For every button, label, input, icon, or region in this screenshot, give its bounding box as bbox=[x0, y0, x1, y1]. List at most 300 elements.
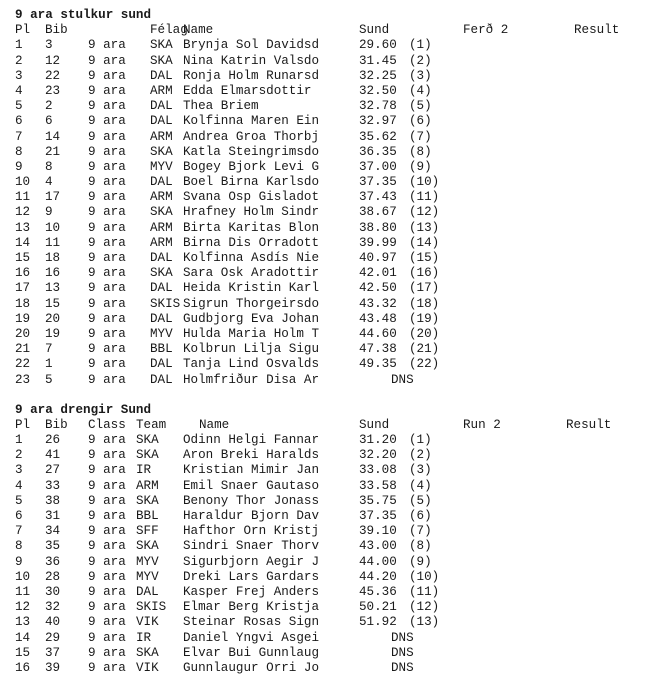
name-cell: Kristian Mimir Jan bbox=[183, 463, 320, 478]
time-cell: 32.25 bbox=[359, 68, 397, 83]
team-cell: SKA bbox=[150, 205, 173, 220]
header-sund: Sund bbox=[359, 417, 390, 432]
team-cell: ARM bbox=[150, 220, 173, 235]
place-cell: 1 bbox=[15, 38, 23, 53]
table-row bbox=[15, 99, 640, 114]
bib-cell: 9 bbox=[45, 205, 53, 220]
bib-cell: 21 bbox=[45, 144, 61, 159]
bib-cell: 40 bbox=[45, 615, 61, 630]
place-cell: 2 bbox=[15, 53, 23, 68]
time-cell: 50.21 bbox=[359, 600, 397, 615]
team-cell: DAL bbox=[150, 311, 173, 326]
rank-cell: (2) bbox=[409, 53, 432, 68]
rank-cell: (5) bbox=[409, 99, 432, 114]
header-pl: Pl bbox=[15, 23, 31, 38]
place-cell: 18 bbox=[15, 296, 31, 311]
table-row bbox=[15, 463, 640, 478]
time-cell: 32.97 bbox=[359, 114, 397, 129]
team-cell: SKA bbox=[136, 493, 159, 508]
place-cell: 3 bbox=[15, 463, 23, 478]
status-cell: DNS bbox=[391, 630, 414, 645]
rank-cell: (1) bbox=[409, 38, 432, 53]
table-row bbox=[15, 251, 640, 266]
table-row bbox=[15, 114, 640, 129]
team-cell: IR bbox=[136, 630, 152, 645]
table-row bbox=[15, 69, 640, 84]
place-cell: 5 bbox=[15, 493, 23, 508]
place-cell: 10 bbox=[15, 569, 31, 584]
table-row bbox=[15, 38, 640, 53]
name-cell: Ronja Holm Runarsd bbox=[183, 68, 320, 83]
place-cell: 4 bbox=[15, 478, 23, 493]
girls-section-title: 9 ara stulkur sund bbox=[15, 8, 152, 22]
team-cell: BBL bbox=[150, 342, 173, 357]
place-cell: 14 bbox=[15, 630, 31, 645]
name-cell: Odinn Helgi Fannar bbox=[183, 433, 320, 448]
name-cell: Hulda Maria Holm T bbox=[183, 326, 320, 341]
table-row bbox=[15, 570, 640, 585]
team-cell: ARM bbox=[136, 478, 159, 493]
place-cell: 21 bbox=[15, 342, 31, 357]
table-row bbox=[15, 145, 640, 160]
rank-cell: (8) bbox=[409, 144, 432, 159]
table-row bbox=[15, 600, 640, 615]
rank-cell: (4) bbox=[409, 478, 432, 493]
rank-cell: (8) bbox=[409, 539, 432, 554]
name-cell: Boel Birna Karlsdo bbox=[183, 175, 320, 190]
name-cell: Steinar Rosas Sign bbox=[183, 615, 320, 630]
boys-section-title: 9 ara drengir Sund bbox=[15, 402, 152, 417]
section-gap bbox=[15, 388, 640, 403]
class-cell: 9 ara bbox=[88, 342, 126, 357]
time-cell: 37.35 bbox=[359, 175, 397, 190]
bib-cell: 17 bbox=[45, 190, 61, 205]
class-cell: 9 ara bbox=[88, 539, 126, 554]
class-cell: 9 ara bbox=[88, 478, 126, 493]
time-cell: 33.08 bbox=[359, 463, 397, 478]
team-cell: MYV bbox=[136, 554, 159, 569]
table-row bbox=[15, 661, 640, 676]
table-row bbox=[15, 130, 640, 145]
time-cell: 44.20 bbox=[359, 569, 397, 584]
rank-cell: (7) bbox=[409, 129, 432, 144]
class-cell: 9 ara bbox=[88, 99, 126, 114]
name-cell: Svana Osp Gisladot bbox=[183, 190, 320, 205]
time-cell: 35.62 bbox=[359, 129, 397, 144]
rank-cell: (19) bbox=[409, 311, 440, 326]
bib-cell: 1 bbox=[45, 357, 53, 372]
bib-cell: 20 bbox=[45, 311, 61, 326]
team-cell: SKIS bbox=[150, 296, 181, 311]
table-row bbox=[15, 373, 640, 388]
time-cell: 42.01 bbox=[359, 266, 397, 281]
class-cell: 9 ara bbox=[88, 205, 126, 220]
class-cell: 9 ara bbox=[88, 114, 126, 129]
time-cell: 45.36 bbox=[359, 584, 397, 599]
bib-cell: 22 bbox=[45, 68, 61, 83]
bib-cell: 13 bbox=[45, 281, 61, 296]
rank-cell: (6) bbox=[409, 114, 432, 129]
bib-cell: 2 bbox=[45, 99, 53, 114]
class-cell: 9 ara bbox=[88, 53, 126, 68]
rank-cell: (5) bbox=[409, 493, 432, 508]
rank-cell: (3) bbox=[409, 68, 432, 83]
class-cell: 9 ara bbox=[88, 433, 126, 448]
team-cell: DAL bbox=[136, 584, 159, 599]
class-cell: 9 ara bbox=[88, 615, 126, 630]
time-cell: 31.45 bbox=[359, 53, 397, 68]
time-cell: 40.97 bbox=[359, 251, 397, 265]
class-cell: 9 ara bbox=[88, 554, 126, 569]
header-run2: Run 2 bbox=[463, 417, 501, 432]
rank-cell: (13) bbox=[409, 615, 440, 630]
place-cell: 10 bbox=[15, 175, 31, 190]
time-cell: 32.50 bbox=[359, 83, 397, 98]
rank-cell: (14) bbox=[409, 235, 440, 250]
header-sund: Sund bbox=[359, 23, 390, 38]
table-row bbox=[15, 190, 640, 205]
bib-cell: 26 bbox=[45, 433, 61, 448]
team-cell: DAL bbox=[150, 175, 173, 190]
bib-cell: 14 bbox=[45, 129, 61, 144]
rank-cell: (2) bbox=[409, 448, 432, 463]
rank-cell: (9) bbox=[409, 159, 432, 174]
table-row bbox=[15, 221, 640, 236]
class-cell: 9 ara bbox=[88, 175, 126, 190]
place-cell: 17 bbox=[15, 281, 31, 296]
class-cell: 9 ara bbox=[88, 645, 126, 660]
name-cell: Brynja Sol Davidsd bbox=[183, 38, 320, 53]
place-cell: 8 bbox=[15, 539, 23, 554]
table-row bbox=[15, 646, 640, 661]
rank-cell: (13) bbox=[409, 220, 440, 235]
name-cell: Kolfinna Maren Ein bbox=[183, 114, 320, 129]
name-cell: Benony Thor Jonass bbox=[183, 493, 320, 508]
place-cell: 8 bbox=[15, 144, 23, 159]
time-cell: 47.38 bbox=[359, 342, 397, 357]
team-cell: BBL bbox=[136, 509, 159, 523]
name-cell: Edda Elmarsdottir bbox=[183, 83, 312, 98]
table-row bbox=[15, 555, 640, 570]
table-row bbox=[15, 160, 640, 175]
table-row bbox=[15, 297, 640, 312]
time-cell: 33.58 bbox=[359, 478, 397, 493]
team-cell: SKA bbox=[150, 53, 173, 68]
name-cell: Bogey Bjork Levi G bbox=[183, 159, 320, 174]
rank-cell: (11) bbox=[409, 584, 440, 599]
rank-cell: (12) bbox=[409, 205, 440, 220]
class-cell: 9 ara bbox=[88, 569, 126, 584]
team-cell: DAL bbox=[150, 114, 173, 129]
name-cell: Hafthor Orn Kristj bbox=[183, 524, 320, 539]
place-cell: 13 bbox=[15, 615, 31, 630]
time-cell: 39.10 bbox=[359, 524, 397, 539]
name-cell: Kasper Frej Anders bbox=[183, 584, 320, 599]
place-cell: 12 bbox=[15, 600, 31, 615]
table-row bbox=[15, 494, 640, 509]
header-pl: Pl bbox=[15, 417, 31, 432]
bib-cell: 4 bbox=[45, 175, 53, 190]
time-cell: 32.78 bbox=[359, 99, 397, 114]
table-row bbox=[15, 175, 640, 190]
team-cell: SFF bbox=[136, 524, 159, 539]
table-row bbox=[15, 327, 640, 342]
rank-cell: (3) bbox=[409, 463, 432, 478]
class-cell: 9 ara bbox=[88, 600, 126, 615]
rank-cell: (6) bbox=[409, 509, 432, 523]
time-cell: 36.35 bbox=[359, 144, 397, 159]
place-cell: 15 bbox=[15, 645, 31, 660]
class-cell: 9 ara bbox=[88, 493, 126, 508]
place-cell: 9 bbox=[15, 159, 23, 174]
time-cell: 44.00 bbox=[359, 554, 397, 569]
rank-cell: (12) bbox=[409, 600, 440, 615]
place-cell: 23 bbox=[15, 372, 31, 387]
rank-cell: (15) bbox=[409, 251, 440, 265]
time-cell: 39.99 bbox=[359, 235, 397, 250]
table-row bbox=[15, 524, 640, 539]
header-run2: Ferð 2 bbox=[463, 23, 509, 38]
team-cell: VIK bbox=[136, 615, 159, 630]
class-cell: 9 ara bbox=[88, 357, 126, 372]
team-cell: ARM bbox=[150, 129, 173, 144]
table-row bbox=[15, 236, 640, 251]
header-name: Name bbox=[199, 417, 230, 432]
class-cell: 9 ara bbox=[88, 68, 126, 83]
time-cell: 31.20 bbox=[359, 433, 397, 448]
time-cell: 35.75 bbox=[359, 493, 397, 508]
name-cell: Daniel Yngvi Asgei bbox=[183, 630, 320, 645]
team-cell: ARM bbox=[150, 190, 173, 205]
header-class: Class bbox=[88, 417, 126, 432]
name-cell: Thea Briem bbox=[183, 99, 259, 114]
name-cell: Kolbrun Lilja Sigu bbox=[183, 342, 320, 357]
team-cell: ARM bbox=[150, 235, 173, 250]
place-cell: 3 bbox=[15, 68, 23, 83]
bib-cell: 16 bbox=[45, 266, 61, 281]
team-cell: DAL bbox=[150, 281, 173, 296]
name-cell: Hrafney Holm Sindr bbox=[183, 205, 320, 220]
bib-cell: 27 bbox=[45, 463, 61, 478]
bib-cell: 38 bbox=[45, 493, 61, 508]
place-cell: 19 bbox=[15, 311, 31, 326]
class-cell: 9 ara bbox=[88, 129, 126, 144]
rank-cell: (11) bbox=[409, 190, 440, 205]
bib-cell: 30 bbox=[45, 584, 61, 599]
class-cell: 9 ara bbox=[88, 266, 126, 281]
name-cell: Katla Steingrimsdo bbox=[183, 144, 320, 159]
header-result: Result bbox=[574, 23, 620, 38]
bib-cell: 31 bbox=[45, 509, 61, 523]
table-row bbox=[15, 615, 640, 630]
rank-cell: (20) bbox=[409, 326, 440, 341]
team-cell: ARM bbox=[150, 83, 173, 98]
name-cell: Andrea Groa Thorbj bbox=[183, 129, 320, 144]
time-cell: 37.00 bbox=[359, 159, 397, 174]
team-cell: IR bbox=[136, 463, 152, 478]
bib-cell: 34 bbox=[45, 524, 61, 539]
class-cell: 9 ara bbox=[88, 235, 126, 250]
boys-header-row bbox=[15, 418, 640, 433]
bib-cell: 37 bbox=[45, 645, 61, 660]
time-cell: 44.60 bbox=[359, 326, 397, 341]
team-cell: DAL bbox=[150, 99, 173, 114]
table-row bbox=[15, 266, 640, 281]
class-cell: 9 ara bbox=[88, 524, 126, 539]
class-cell: 9 ara bbox=[88, 38, 126, 53]
time-cell: 42.50 bbox=[359, 281, 397, 296]
team-cell: DAL bbox=[150, 68, 173, 83]
bib-cell: 32 bbox=[45, 600, 61, 615]
bib-cell: 39 bbox=[45, 660, 61, 675]
girls-header-row bbox=[15, 23, 640, 38]
bib-cell: 10 bbox=[45, 220, 61, 235]
place-cell: 6 bbox=[15, 114, 23, 129]
rank-cell: (18) bbox=[409, 296, 440, 311]
place-cell: 1 bbox=[15, 433, 23, 448]
place-cell: 9 bbox=[15, 554, 23, 569]
rank-cell: (10) bbox=[409, 569, 440, 584]
team-cell: DAL bbox=[150, 357, 173, 372]
class-cell: 9 ara bbox=[88, 372, 126, 387]
rank-cell: (17) bbox=[409, 281, 440, 296]
table-row bbox=[15, 357, 640, 372]
time-cell: 49.35 bbox=[359, 357, 397, 372]
bib-cell: 7 bbox=[45, 342, 53, 357]
bib-cell: 11 bbox=[45, 235, 61, 250]
header-team: Félag bbox=[150, 23, 188, 38]
place-cell: 6 bbox=[15, 509, 23, 523]
bib-cell: 41 bbox=[45, 448, 61, 463]
time-cell: 37.43 bbox=[359, 190, 397, 205]
name-cell: Tanja Lind Osvalds bbox=[183, 357, 320, 372]
place-cell: 20 bbox=[15, 326, 31, 341]
class-cell: 9 ara bbox=[88, 220, 126, 235]
bib-cell: 28 bbox=[45, 569, 61, 584]
bib-cell: 6 bbox=[45, 114, 53, 129]
place-cell: 16 bbox=[15, 660, 31, 675]
team-cell: DAL bbox=[150, 372, 173, 387]
name-cell: Holmfriður Disa Ar bbox=[183, 372, 320, 387]
name-cell: Gudbjorg Eva Johan bbox=[183, 311, 320, 326]
place-cell: 14 bbox=[15, 235, 31, 250]
place-cell: 22 bbox=[15, 357, 31, 372]
team-cell: SKA bbox=[136, 539, 159, 554]
name-cell: Sara Osk Aradottir bbox=[183, 266, 320, 281]
table-row bbox=[15, 312, 640, 327]
table-row bbox=[15, 448, 640, 463]
rank-cell: (10) bbox=[409, 175, 440, 190]
table-row bbox=[15, 479, 640, 494]
team-cell: SKA bbox=[150, 38, 173, 53]
table-row bbox=[15, 342, 640, 357]
name-cell: Elmar Berg Kristja bbox=[183, 600, 320, 615]
class-cell: 9 ara bbox=[88, 326, 126, 341]
bib-cell: 23 bbox=[45, 83, 61, 98]
bib-cell: 5 bbox=[45, 372, 53, 387]
place-cell: 11 bbox=[15, 584, 31, 599]
time-cell: 43.32 bbox=[359, 296, 397, 311]
team-cell: DAL bbox=[150, 251, 173, 265]
bib-cell: 33 bbox=[45, 478, 61, 493]
name-cell: Birta Karitas Blon bbox=[183, 220, 320, 235]
boys-results-list bbox=[15, 433, 640, 676]
team-cell: SKIS bbox=[136, 600, 167, 615]
bib-cell: 36 bbox=[45, 554, 61, 569]
name-cell: Sindri Snaer Thorv bbox=[183, 539, 320, 554]
class-cell: 9 ara bbox=[88, 311, 126, 326]
name-cell: Aron Breki Haralds bbox=[183, 448, 320, 463]
bib-cell: 35 bbox=[45, 539, 61, 554]
place-cell: 11 bbox=[15, 190, 31, 205]
status-cell: DNS bbox=[391, 660, 414, 675]
rank-cell: (21) bbox=[409, 342, 440, 357]
team-cell: SKA bbox=[136, 645, 159, 660]
header-name: Name bbox=[183, 23, 214, 38]
team-cell: MYV bbox=[150, 326, 173, 341]
rank-cell: (22) bbox=[409, 357, 440, 372]
place-cell: 4 bbox=[15, 83, 23, 98]
class-cell: 9 ara bbox=[88, 281, 126, 296]
name-cell: Emil Snaer Gautaso bbox=[183, 478, 320, 493]
place-cell: 16 bbox=[15, 266, 31, 281]
team-cell: MYV bbox=[136, 569, 159, 584]
table-row bbox=[15, 433, 640, 448]
class-cell: 9 ara bbox=[88, 83, 126, 98]
time-cell: 51.92 bbox=[359, 615, 397, 630]
place-cell: 13 bbox=[15, 220, 31, 235]
time-cell: 38.67 bbox=[359, 205, 397, 220]
team-cell: MYV bbox=[150, 159, 173, 174]
table-row bbox=[15, 54, 640, 69]
team-cell: SKA bbox=[136, 433, 159, 448]
name-cell: Elvar Bui Gunnlaug bbox=[183, 645, 320, 660]
team-cell: SKA bbox=[136, 448, 159, 463]
bib-cell: 18 bbox=[45, 251, 61, 265]
bib-cell: 19 bbox=[45, 326, 61, 341]
team-cell: SKA bbox=[150, 144, 173, 159]
place-cell: 5 bbox=[15, 99, 23, 114]
header-team: Team bbox=[136, 417, 167, 432]
girls-results-list bbox=[15, 38, 640, 387]
table-row bbox=[15, 281, 640, 296]
name-cell: Kolfinna Asdís Nie bbox=[183, 251, 320, 265]
table-row bbox=[15, 509, 640, 524]
class-cell: 9 ara bbox=[88, 463, 126, 478]
header-bib: Bib bbox=[45, 23, 68, 38]
results-sheet bbox=[15, 8, 640, 676]
place-cell: 7 bbox=[15, 129, 23, 144]
table-row bbox=[15, 205, 640, 220]
name-cell: Sigurbjorn Aegir J bbox=[183, 554, 320, 569]
rank-cell: (4) bbox=[409, 83, 432, 98]
name-cell: Heida Kristin Karl bbox=[183, 281, 320, 296]
header-bib: Bib bbox=[45, 417, 68, 432]
rank-cell: (16) bbox=[409, 266, 440, 281]
time-cell: 43.48 bbox=[359, 311, 397, 326]
name-cell: Birna Dis Orradott bbox=[183, 235, 320, 250]
time-cell: 38.80 bbox=[359, 220, 397, 235]
class-cell: 9 ara bbox=[88, 190, 126, 205]
class-cell: 9 ara bbox=[88, 144, 126, 159]
class-cell: 9 ara bbox=[88, 296, 126, 311]
class-cell: 9 ara bbox=[88, 630, 126, 645]
name-cell: Sigrun Thorgeirsdo bbox=[183, 296, 320, 311]
table-row bbox=[15, 631, 640, 646]
time-cell: 37.35 bbox=[359, 509, 397, 523]
status-cell: DNS bbox=[391, 372, 414, 387]
table-row bbox=[15, 84, 640, 99]
